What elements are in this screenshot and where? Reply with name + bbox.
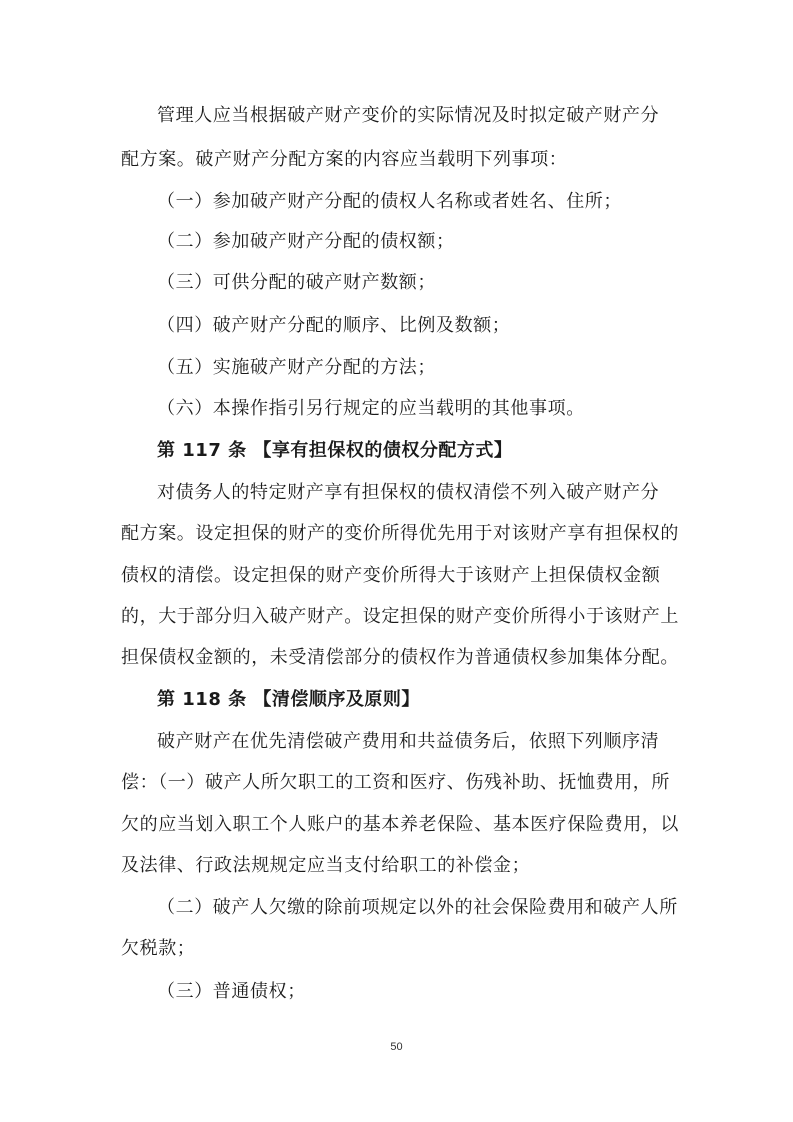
page-number: 50 xyxy=(390,1041,403,1053)
paragraph-line: 配方案。设定担保的财产的变价所得优先用于对该财产享有担保权的 xyxy=(121,523,679,544)
list-item: （六）本操作指引另行规定的应当载明的其他事项。 xyxy=(157,398,585,419)
list-item: （四）破产财产分配的顺序、比例及数额； xyxy=(157,315,511,336)
paragraph-line: 对债务人的特定财产享有担保权的债权清偿不列入破产财产分 xyxy=(157,482,660,503)
paragraph-line: 债权的清偿。设定担保的财产变价所得大于该财产上担保债权金额 xyxy=(121,565,661,586)
paragraph-line: 配方案。破产财产分配方案的内容应当载明下列事项： xyxy=(121,149,568,170)
paragraph-line: 管理人应当根据破产财产变价的实际情况及时拟定破产财产分 xyxy=(157,105,660,126)
paragraph-line: 及法律、行政法规规定应当支付给职工的补偿金； xyxy=(121,855,531,876)
list-item: （二）参加破产财产分配的债权额； xyxy=(157,231,455,252)
list-item: （一）参加破产财产分配的债权人名称或者姓名、住所； xyxy=(157,191,622,212)
list-item: （三）普通债权； xyxy=(157,981,306,1002)
article-118-heading: 第 118 条 【清偿顺序及原则】 xyxy=(157,689,420,710)
paragraph-line: 欠的应当划入职工个人账户的基本养老保险、基本医疗保险费用，以 xyxy=(121,814,679,835)
paragraph-line: 破产财产在优先清偿破产费用和共益债务后，依照下列顺序清 xyxy=(157,731,660,752)
paragraph-line: 偿：（一）破产人所欠职工的工资和医疗、伤残补助、抚恤费用，所 xyxy=(121,772,670,793)
paragraph-line: 担保债权金额的，未受清偿部分的债权作为普通债权参加集体分配。 xyxy=(121,647,679,668)
list-item: （二）破产人欠缴的除前项规定以外的社会保险费用和破产人所 xyxy=(157,897,678,918)
list-item: （三）可供分配的破产财产数额； xyxy=(157,272,436,293)
paragraph-line: 欠税款； xyxy=(121,938,196,959)
paragraph-line: 的，大于部分归入破产财产。设定担保的财产变价所得小于该财产上 xyxy=(121,606,679,627)
article-117-heading: 第 117 条 【享有担保权的债权分配方式】 xyxy=(157,440,513,461)
list-item: （五）实施破产财产分配的方法； xyxy=(157,357,436,378)
